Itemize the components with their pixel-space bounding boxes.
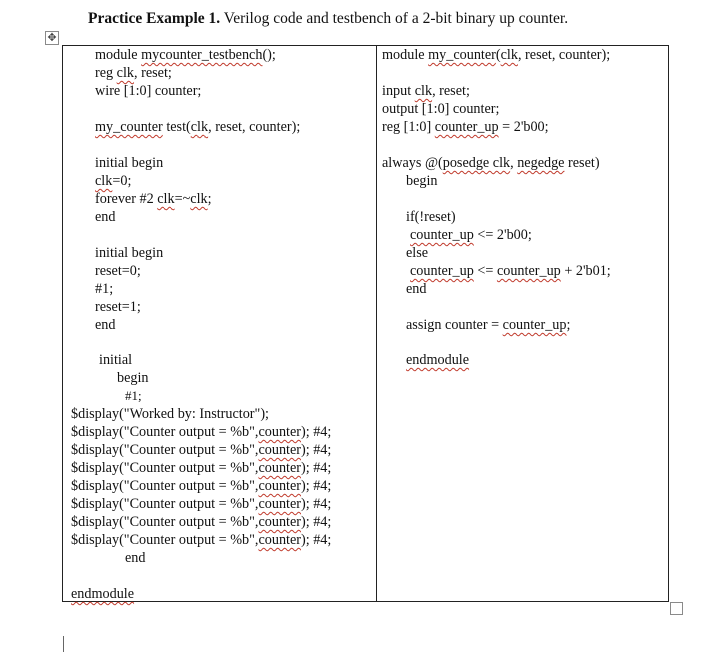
code-line: my_counter test(clk, reset, counter); — [95, 119, 301, 135]
code-line: reg clk, reset; — [95, 65, 172, 81]
text-cursor — [63, 636, 64, 652]
title-rest: Verilog code and testbench of a 2-bit binary up counter. — [220, 10, 569, 27]
code-line: reset=1; — [95, 299, 141, 315]
code-line: begin — [406, 173, 438, 189]
code-line: begin — [117, 370, 149, 386]
code-line: $display("Counter output = %b",counter); #4; — [71, 478, 332, 494]
code-line: $display("Counter output = %b",counter); #4; — [71, 460, 332, 476]
code-line: #1; — [95, 281, 114, 297]
code-line: endmodule — [406, 352, 470, 368]
code-line: counter_up <= 2'b00; — [410, 227, 532, 243]
code-line: input clk, reset; — [382, 83, 470, 99]
code-line: end — [95, 317, 116, 333]
code-line: #1; — [125, 388, 142, 403]
code-line: $display("Counter output = %b",counter); #4; — [71, 442, 332, 458]
code-line: reset=0; — [95, 263, 141, 279]
code-line: end — [95, 209, 116, 225]
code-line: initial begin — [95, 245, 164, 261]
code-line: assign counter = counter_up; — [406, 317, 571, 333]
resize-icon[interactable] — [670, 602, 683, 615]
title-bold: Practice Example 1. — [88, 10, 221, 27]
code-line: $display("Worked by: Instructor"); — [71, 406, 269, 422]
code-line: end — [125, 550, 146, 566]
code-line: if(!reset) — [406, 209, 456, 225]
code-line: $display("Counter output = %b",counter); #4; — [71, 424, 332, 440]
column-divider — [376, 46, 377, 601]
code-line: module my_counter(clk, reset, counter); — [382, 47, 611, 63]
move-icon[interactable]: ✥ — [45, 31, 59, 45]
code-line: forever #2 clk=~clk; — [95, 191, 212, 207]
code-line: initial begin — [95, 155, 164, 171]
code-line: end — [406, 281, 427, 297]
code-line: output [1:0] counter; — [382, 101, 500, 117]
code-line: $display("Counter output = %b",counter); #4; — [71, 514, 332, 530]
code-line: endmodule — [71, 586, 135, 602]
code-line: clk=0; — [95, 173, 132, 189]
code-line: counter_up <= counter_up + 2'b01; — [410, 263, 611, 279]
code-line: $display("Counter output = %b",counter); #4; — [71, 532, 332, 548]
code-line: module mycounter_testbench(); — [95, 47, 276, 63]
code-line: initial — [99, 352, 133, 368]
page-title — [88, 10, 568, 28]
code-line: wire [1:0] counter; — [95, 83, 202, 99]
code-line: else — [406, 245, 429, 261]
code-line: always @(posedge clk, negedge reset) — [382, 155, 600, 171]
code-line: $display("Counter output = %b",counter); #4; — [71, 496, 332, 512]
code-line: reg [1:0] counter_up = 2'b00; — [382, 119, 549, 135]
